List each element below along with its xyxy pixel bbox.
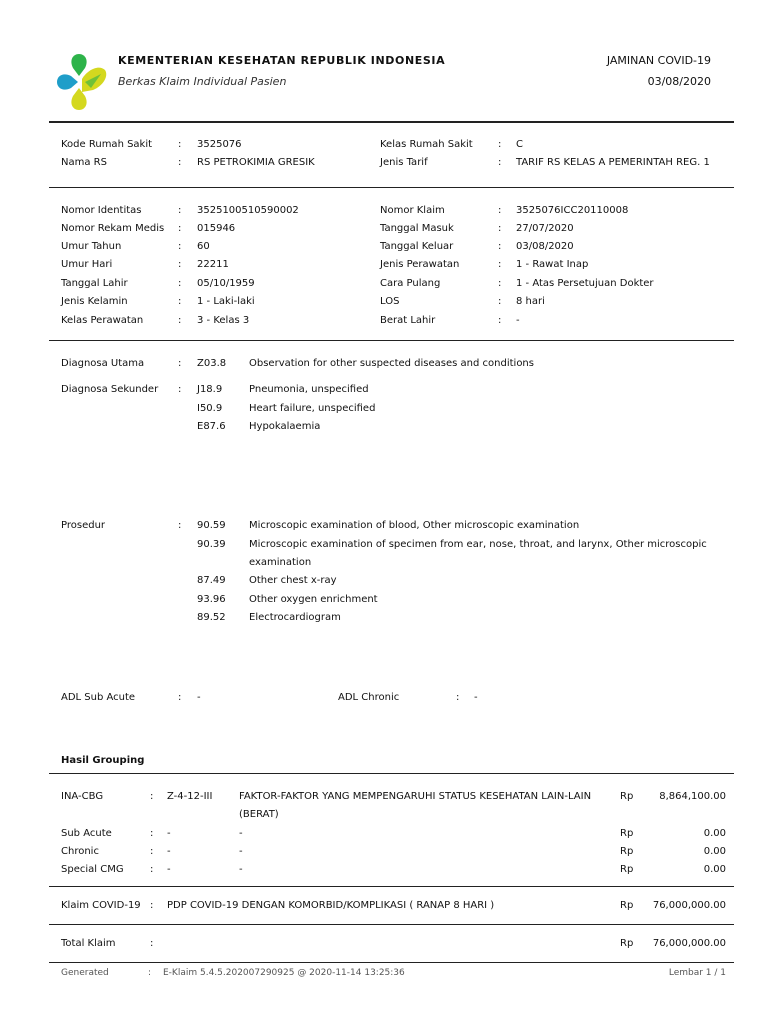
colon: : bbox=[178, 205, 182, 216]
diagnosa-sekunder-desc: Heart failure, unspecified bbox=[249, 403, 376, 414]
diagnosa-sekunder-label: Diagnosa Sekunder bbox=[61, 384, 159, 395]
hasil-grouping-title: Hasil Grouping bbox=[61, 755, 145, 766]
diagnosa-sekunder-desc: Hypokalaemia bbox=[249, 421, 321, 432]
colon: : bbox=[178, 384, 182, 395]
chronic-code: - bbox=[167, 846, 171, 857]
adl-sub-acute-value: - bbox=[197, 692, 201, 703]
kemenkes-logo-icon bbox=[55, 52, 109, 110]
cara-pulang-label: Cara Pulang bbox=[380, 278, 441, 289]
special-cmg-code: - bbox=[167, 864, 171, 875]
tanggal-lahir-value: 05/10/1959 bbox=[197, 278, 255, 289]
umur-tahun-label: Umur Tahun bbox=[61, 241, 122, 252]
nomor-identitas-value: 3525100510590002 bbox=[197, 205, 299, 216]
ina-cbg-label: INA-CBG bbox=[61, 791, 104, 802]
currency: Rp bbox=[620, 828, 634, 839]
colon: : bbox=[498, 139, 502, 150]
ina-cbg-desc: FAKTOR-FAKTOR YANG MEMPENGARUHI STATUS KESEHATAN LAIN-LAIN bbox=[239, 791, 592, 802]
colon: : bbox=[178, 259, 182, 270]
kelas-perawatan-value: 3 - Kelas 3 bbox=[197, 315, 250, 326]
diagnosa-sekunder-code: J18.9 bbox=[197, 384, 223, 395]
umur-hari-value: 22211 bbox=[197, 259, 229, 270]
special-cmg-desc: - bbox=[239, 864, 243, 875]
diagnosa-utama-label: Diagnosa Utama bbox=[61, 358, 145, 369]
sub-acute-label: Sub Acute bbox=[61, 828, 112, 839]
colon: : bbox=[178, 315, 182, 326]
org-name: KEMENTERIAN KESEHATAN REPUBLIK INDONESIA bbox=[118, 54, 446, 67]
colon: : bbox=[498, 278, 502, 289]
colon: : bbox=[148, 968, 152, 978]
nama-rs-label: Nama RS bbox=[61, 157, 107, 168]
divider bbox=[49, 340, 734, 341]
prosedur-desc: Other chest x-ray bbox=[249, 575, 337, 586]
colon: : bbox=[498, 157, 502, 168]
header-date: 03/08/2020 bbox=[647, 75, 711, 88]
divider bbox=[49, 121, 734, 123]
kode-rs-label: Kode Rumah Sakit bbox=[61, 139, 153, 150]
colon: : bbox=[150, 828, 154, 839]
divider bbox=[49, 962, 734, 963]
jenis-tarif-label: Jenis Tarif bbox=[380, 157, 428, 168]
ina-cbg-desc-continued: (BERAT) bbox=[239, 809, 279, 820]
kelas-rs-label: Kelas Rumah Sakit bbox=[380, 139, 473, 150]
colon: : bbox=[498, 296, 502, 307]
klaim-covid-label: Klaim COVID-19 bbox=[61, 900, 141, 911]
currency: Rp bbox=[620, 864, 634, 875]
chronic-label: Chronic bbox=[61, 846, 99, 857]
special-cmg-label: Special CMG bbox=[61, 864, 124, 875]
umur-hari-label: Umur Hari bbox=[61, 259, 113, 270]
colon: : bbox=[178, 692, 182, 703]
colon: : bbox=[456, 692, 460, 703]
prosedur-code: 90.39 bbox=[197, 539, 226, 550]
jenis-kelamin-value: 1 - Laki-laki bbox=[197, 296, 255, 307]
colon: : bbox=[178, 296, 182, 307]
adl-chronic-value: - bbox=[474, 692, 478, 703]
colon: : bbox=[150, 900, 154, 911]
nomor-klaim-label: Nomor Klaim bbox=[380, 205, 445, 216]
adl-chronic-label: ADL Chronic bbox=[338, 692, 400, 703]
adl-sub-acute-label: ADL Sub Acute bbox=[61, 692, 136, 703]
jenis-perawatan-label: Jenis Perawatan bbox=[380, 259, 460, 270]
umur-tahun-value: 60 bbox=[197, 241, 210, 252]
prosedur-label: Prosedur bbox=[61, 520, 106, 531]
ina-cbg-code: Z-4-12-III bbox=[167, 791, 213, 802]
sub-acute-amount: 0.00 bbox=[703, 828, 726, 839]
currency: Rp bbox=[620, 791, 634, 802]
colon: : bbox=[178, 223, 182, 234]
nama-rs-value: RS PETROKIMIA GRESIK bbox=[197, 157, 315, 168]
colon: : bbox=[178, 139, 182, 150]
diagnosa-sekunder-desc: Pneumonia, unspecified bbox=[249, 384, 369, 395]
colon: : bbox=[150, 791, 154, 802]
nomor-identitas-label: Nomor Identitas bbox=[61, 205, 142, 216]
prosedur-code: 87.49 bbox=[197, 575, 226, 586]
prosedur-code: 93.96 bbox=[197, 594, 226, 605]
sub-acute-desc: - bbox=[239, 828, 243, 839]
berat-lahir-label: Berat Lahir bbox=[380, 315, 436, 326]
document-subtitle: Berkas Klaim Individual Pasien bbox=[118, 75, 287, 88]
kelas-perawatan-label: Kelas Perawatan bbox=[61, 315, 144, 326]
colon: : bbox=[178, 241, 182, 252]
los-label: LOS bbox=[380, 296, 400, 307]
prosedur-code: 89.52 bbox=[197, 612, 226, 623]
tanggal-keluar-label: Tanggal Keluar bbox=[380, 241, 454, 252]
jenis-perawatan-value: 1 - Rawat Inap bbox=[516, 259, 589, 270]
colon: : bbox=[178, 358, 182, 369]
divider bbox=[49, 187, 734, 188]
colon: : bbox=[150, 938, 154, 949]
prosedur-desc: Microscopic examination of blood, Other microscopic examination bbox=[249, 520, 580, 531]
tanggal-masuk-value: 27/07/2020 bbox=[516, 223, 574, 234]
divider bbox=[49, 924, 734, 925]
prosedur-desc: Microscopic examination of specimen from ear, nose, throat, and larynx, Other microscopic bbox=[249, 539, 707, 550]
prosedur-desc-continued: examination bbox=[249, 557, 312, 568]
total-klaim-label: Total Klaim bbox=[61, 938, 116, 949]
tanggal-lahir-label: Tanggal Lahir bbox=[61, 278, 128, 289]
colon: : bbox=[150, 864, 154, 875]
jenis-tarif-value: TARIF RS KELAS A PEMERINTAH REG. 1 bbox=[516, 157, 710, 168]
diagnosa-sekunder-code: E87.6 bbox=[197, 421, 226, 432]
nomor-klaim-value: 3525076ICC20110008 bbox=[516, 205, 629, 216]
diagnosa-utama-desc: Observation for other suspected diseases and conditions bbox=[249, 358, 534, 369]
generated-label: Generated bbox=[61, 968, 109, 978]
currency: Rp bbox=[620, 938, 634, 949]
colon: : bbox=[498, 205, 502, 216]
tanggal-keluar-value: 03/08/2020 bbox=[516, 241, 574, 252]
colon: : bbox=[498, 241, 502, 252]
currency: Rp bbox=[620, 900, 634, 911]
colon: : bbox=[498, 223, 502, 234]
kelas-rs-value: C bbox=[516, 139, 523, 150]
divider bbox=[49, 773, 734, 774]
los-value: 8 hari bbox=[516, 296, 545, 307]
colon: : bbox=[178, 278, 182, 289]
chronic-amount: 0.00 bbox=[703, 846, 726, 857]
chronic-desc: - bbox=[239, 846, 243, 857]
nomor-rekam-medis-label: Nomor Rekam Medis bbox=[61, 223, 165, 234]
berat-lahir-value: - bbox=[516, 315, 520, 326]
prosedur-desc: Electrocardiogram bbox=[249, 612, 341, 623]
program-name: JAMINAN COVID-19 bbox=[606, 54, 711, 67]
generated-value: E-Klaim 5.4.5.202007290925 @ 2020-11-14 13:25:36 bbox=[163, 968, 405, 978]
colon: : bbox=[150, 846, 154, 857]
kode-rs-value: 3525076 bbox=[197, 139, 242, 150]
jenis-kelamin-label: Jenis Kelamin bbox=[61, 296, 128, 307]
page-number: Lembar 1 / 1 bbox=[668, 968, 726, 978]
colon: : bbox=[498, 259, 502, 270]
diagnosa-sekunder-code: I50.9 bbox=[197, 403, 223, 414]
colon: : bbox=[178, 520, 182, 531]
prosedur-code: 90.59 bbox=[197, 520, 226, 531]
colon: : bbox=[178, 157, 182, 168]
total-klaim-amount: 76,000,000.00 bbox=[652, 938, 726, 949]
nomor-rekam-medis-value: 015946 bbox=[197, 223, 236, 234]
klaim-covid-amount: 76,000,000.00 bbox=[652, 900, 726, 911]
klaim-covid-desc: PDP COVID-19 DENGAN KOMORBID/KOMPLIKASI ( RANAP 8 HARI ) bbox=[167, 900, 495, 911]
special-cmg-amount: 0.00 bbox=[703, 864, 726, 875]
divider bbox=[49, 886, 734, 887]
prosedur-desc: Other oxygen enrichment bbox=[249, 594, 378, 605]
tanggal-masuk-label: Tanggal Masuk bbox=[380, 223, 454, 234]
colon: : bbox=[498, 315, 502, 326]
diagnosa-utama-code: Z03.8 bbox=[197, 358, 227, 369]
cara-pulang-value: 1 - Atas Persetujuan Dokter bbox=[516, 278, 654, 289]
currency: Rp bbox=[620, 846, 634, 857]
ina-cbg-amount: 8,864,100.00 bbox=[659, 791, 726, 802]
sub-acute-code: - bbox=[167, 828, 171, 839]
